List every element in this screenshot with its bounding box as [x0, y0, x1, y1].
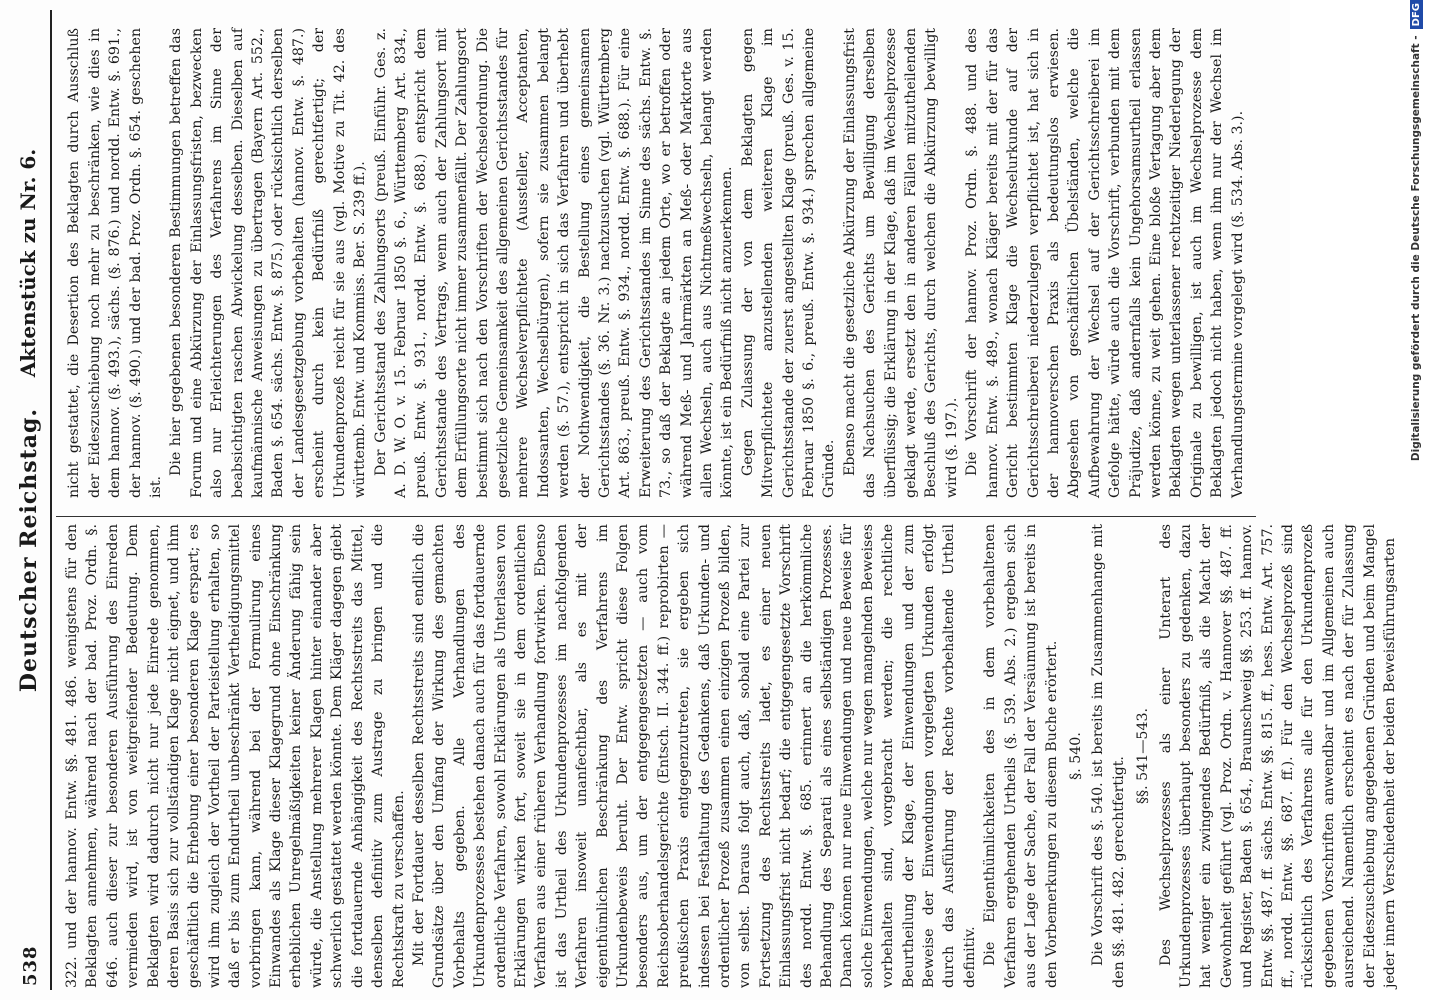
- paragraph: Gegen Zulassung der von dem Beklagten gegen Mitverpflichtete anzustellenden weiteren Klage im Gerichtsstande der zuerst angestellten Klage (preuß. Ges. v. 15. Februar 1850 §. 6., preuß. Entw. §. 934.) sprechen allgemeine Gründe.: [739, 28, 838, 498]
- paragraph: 322. und der hannov. Entw. §§. 481. 486. wenigstens für den Beklagten annehmen, während nach der bad. Proz. Ordn. §. 646. auch dieser zur besonderen Ausführung des Einreden vermieden wird, ist von weitgreifender Bedeutung. Dem Beklagten wird dadurch nicht nur jede Einrede genommen, deren Basis sich zur vollständigen Klage nicht eignet, und ihm geschäftlich die Erhebung einer besonderen Klage erspart; es wird ihm zugleich der Vortheil der Parteistellung erhalten, so daß er bis zum Endurtheil unbeschränkt Vertheidigungsmittel vorbringen kann, während bei der Formulirung eines Einwandes als Klage dieser Klagegrund ohne Einschränkung erheblichen Unregelmäßigkeiten keiner Änderung fähig sein würde, die Anstellung mehrerer Klagen hinter einander aber schwerlich gestattet werden könnte. Dem Kläger dagegen giebt die fortdauernde Anhängigkeit des Rechtsstreits das Mittel, denselben definitiv zum Austrage zu bringen und die Rechtskraft zu verschaffen.: [64, 524, 407, 988]
- credit-text: [1410, 0, 1423, 1000]
- digitization-credit: [1410, 0, 1430, 1000]
- left-column: [62, 524, 1400, 988]
- paragraph: Die Eigenthümlichkeiten des in dem vorbehaltenen Verfahren ergehenden Urtheils (§. 539. Abs. 2.) ergeben sich aus der Lage der Sache, der Fall der Versäumung ist bereits in den Vorbemerkungen zu diesem Buche erörtert.: [982, 524, 1060, 988]
- page-header-title: Deutscher Reichstag.: [16, 407, 42, 693]
- right-header-title: Aktenstück zu Nr. 6.: [16, 148, 40, 378]
- paragraph: Der Gerichtsstand des Zahlungsorts (preuß. Einführ. Ges. z. A. D. W. O. v. 15. Februar 1850 §. 6., Württemberg Art. 834., preuß. Entw. §. 931., nordd. Entw. §. 688.) entspricht dem Gerichtsstande des Vertrags, wenn auch der Zahlungsort mit dem Erfüllungsorte nicht immer zusammenfällt. Der Zahlungsort bestimmt sich nach den Vorschriften der Wechselordnung. Die gesetzliche Gemeinsamkeit des allgemeinen Gerichtsstandes für mehrere Wechselverpflichtete (Aussteller, Acceptanten, Indossanten, Wechselbürgen), sofern sie zusammen belangt werden (§. 57.), entspricht in sich das Verfahren und überhebt der Nothwendigkeit, die Bestellung eines gemeinsamen Gerichtsstandes (§. 36. Nr. 3.) nachzusuchen (vgl. Württemberg Art. 863., preuß. Entw. §. 934., nordd. Entw. §. 688.). Für eine Erweiterung des Gerichtsstandes im Sinne des sächs. Entw. §. 73., so daß der Beklagte an jedem Orte, wo er betroffen oder während Meß- und Jahrmärkten an Meß- oder Marktorte aus allen Wechseln, auch aus Nichtmeßwechseln, belangt werden könnte, ist ein Bedürfniß nicht anzuerkennen.: [372, 28, 736, 498]
- section-heading: §. 540.: [1067, 732, 1084, 780]
- paragraph: Die Vorschrift des §. 540. ist bereits im Zusammenhange mit den §§. 481. 482. gerechtfertigt.: [1090, 524, 1127, 988]
- page-number: 538: [20, 945, 41, 986]
- paragraph: Die hier gegebenen besonderen Bestimmungen betreffen das Forum und eine Abkürzung der Einlassungsfristen, bezwecken also nur Erleichterungen des Verfahrens im Sinne der beabsichtigten raschen Abwickelung desselben. Dieselben auf kaufmännische Anweisungen zu übertragen (Bayern Art. 552., Baden §. 654. sächs. Entw. §. 875.) oder rücksichtlich derselben der Landesgesetzgebung vorbehalten (hannov. Entw. §. 487.) erscheint durch kein Bedürfniß gerechtfertigt; der Urkundenprozeß reicht für sie aus (vgl. Motive zu Tit. 42. des württemb. Entw. und Kommiss. Ber. S. 239 ff.).: [168, 28, 369, 498]
- credit-label: Digitalisierung gefördert durch die Deutsche Forschungsgemeinschaft -: [1410, 35, 1422, 462]
- paragraph: Mit der Fortdauer desselben Rechtsstreits sind endlich die Grundsätze über den Umfang der Wirkung des gemachten Vorbehalts gegeben. Alle Verhandlungen des Urkundenprozesses bestehen danach auch für das fortdauernde ordentliche Verfahren, sowohl Erklärungen als Unterlassen von Erklärungen wirken fort, soweit sie in dem ordentlichen Verfahren aus einer früheren Verhandlung fortwirken. Ebenso ist das Urtheil des Urkundenprozesses im nachfolgenden Verfahren insoweit unanfechtbar, als es mit der eigenthümlichen Beschränkung des Verfahrens im Urkundenbeweis beruht. Der Entw. spricht diese Folgen besonders aus, um der entgegengesetzten — auch vom Reichsoberhandelsgerichte (Entsch. II. 344. ff.) reprobirten — preußischen Praxis entgegenzutreten, sie ergeben sich indessen bei Festhaltung des Gedankens, daß Urkunden- und ordentlicher Prozeß zusammen einen einzigen Prozeß bilden, von selbst. Daraus folgt auch, daß, sobald eine Partei zur Fortsetzung des Rechtsstreits ladet, es einer neuen Einlassungsfrist nicht bedarf; die entgegengesetzte Vorschrift des nordd. Entw. §. 685. erinnert an die herkömmliche Behandlung des Separati als eines selbständigen Prozesses. Danach können nur neue Einwendungen und neue Beweise für solche Einwendungen, welche nur wegen mangelnden Beweises vorbehalten sind, vorgebracht werden; die rechtliche Beurtheilung der Klage, der Einwendungen und der zum Beweise der Einwendungen vorgelegten Urkunden erfolgt durch das Ausführung der Rechte vorbehaltende Urtheil definitiv.: [410, 524, 978, 988]
- header-rule: [50, 10, 52, 990]
- paragraph: Ebenso macht die gesetzliche Abkürzung der Einlassungsfrist das Nachsuchen des Gerichts um Bewilligung derselben überflüssig; die Erklärung in der Klage, daß im Wechselprozesse geklagt werde, ersetzt den in anderen Fällen mitzutheilenden Beschluß des Gerichts, durch welchen die Abkürzung bewilligt wird (§. 197.).: [841, 28, 960, 498]
- dfg-logo-icon: DFG: [1410, 0, 1423, 29]
- paragraph: Des Wechselprozesses als einer Unterart des Urkundenprozesses überhaupt besonders zu gedenken, dazu hat weniger ein zwingendes Bedürfniß, als die Macht der Gewohnheit geführt (vgl. Proz. Ordn. v. Hannover §§. 487. ff. und Register, Baden §. 654., Braunschweig §§. 253. ff. hannov. Entw. §§. 487. ff. sächs. Entw. §§. 815. ff., hess. Entw. Art. 757. ff., nordd. Entw. §§. 687. ff.). Für den Wechselprozeß sind rücksichtlich des Verfahrens alle für den Urkundenprozeß gegebenen Vorschriften anwendbar und im Allgemeinen auch ausreichend. Namentlich erscheint es nach der für Zulassung der Eideszuschiebung angegebenen Gründen und beim Mangel jeder innern Verschiedenheit der beiden Beweisführungsarten: [1157, 524, 1398, 988]
- column-divider: [56, 516, 1256, 517]
- section-heading: §§. 541—543.: [1135, 707, 1152, 805]
- paragraph: nicht gestattet, die Desertion des Beklagten durch Ausschluß der Eideszuschiebung noch mehr zu beschränken, wie dies in dem hannov. (§. 493.), sächs. (§. 876.) und nordd. Entw. §. 691., der hannov. (§. 490.) und der bad. Proz. Ordn. §. 654. geschehen ist.: [66, 28, 165, 498]
- right-column: [16, 28, 1248, 498]
- paragraph: Die Vorschrift der hannov. Proz. Ordn. §. 488. und des hannov. Entw. §. 489., wonach Kläger bereits mit der für das Gericht bestimmten Klage die Wechselurkunde auf der Gerichtsschreiberei niederzulegen verpflichtet ist, hat sich in der hannoverschen Praxis als bedeutungslos erwiesen. Abgesehen von geschäftlichen Übelständen, welche die Aufbewahrung der Wechsel auf der Gerichtsschreiberei im Gefolge hätte, würde auch die Vorschrift, verbunden mit dem Präjudize, daß andernfalls kein Ungehorsamsurtheil erlassen werden könne, zu weit gehen. Eine bloße Vertagung aber dem Beklagten wegen unterlassener rechtzeitiger Niederlegung der Originale zu bewilligen, ist auch im Wechselprozesse dem Beklagten jedoch nicht haben, wenn ihm nur der Wechsel im Verhandlungstermine vorgelegt wird (§. 534. Abs. 3.).: [964, 28, 1246, 498]
